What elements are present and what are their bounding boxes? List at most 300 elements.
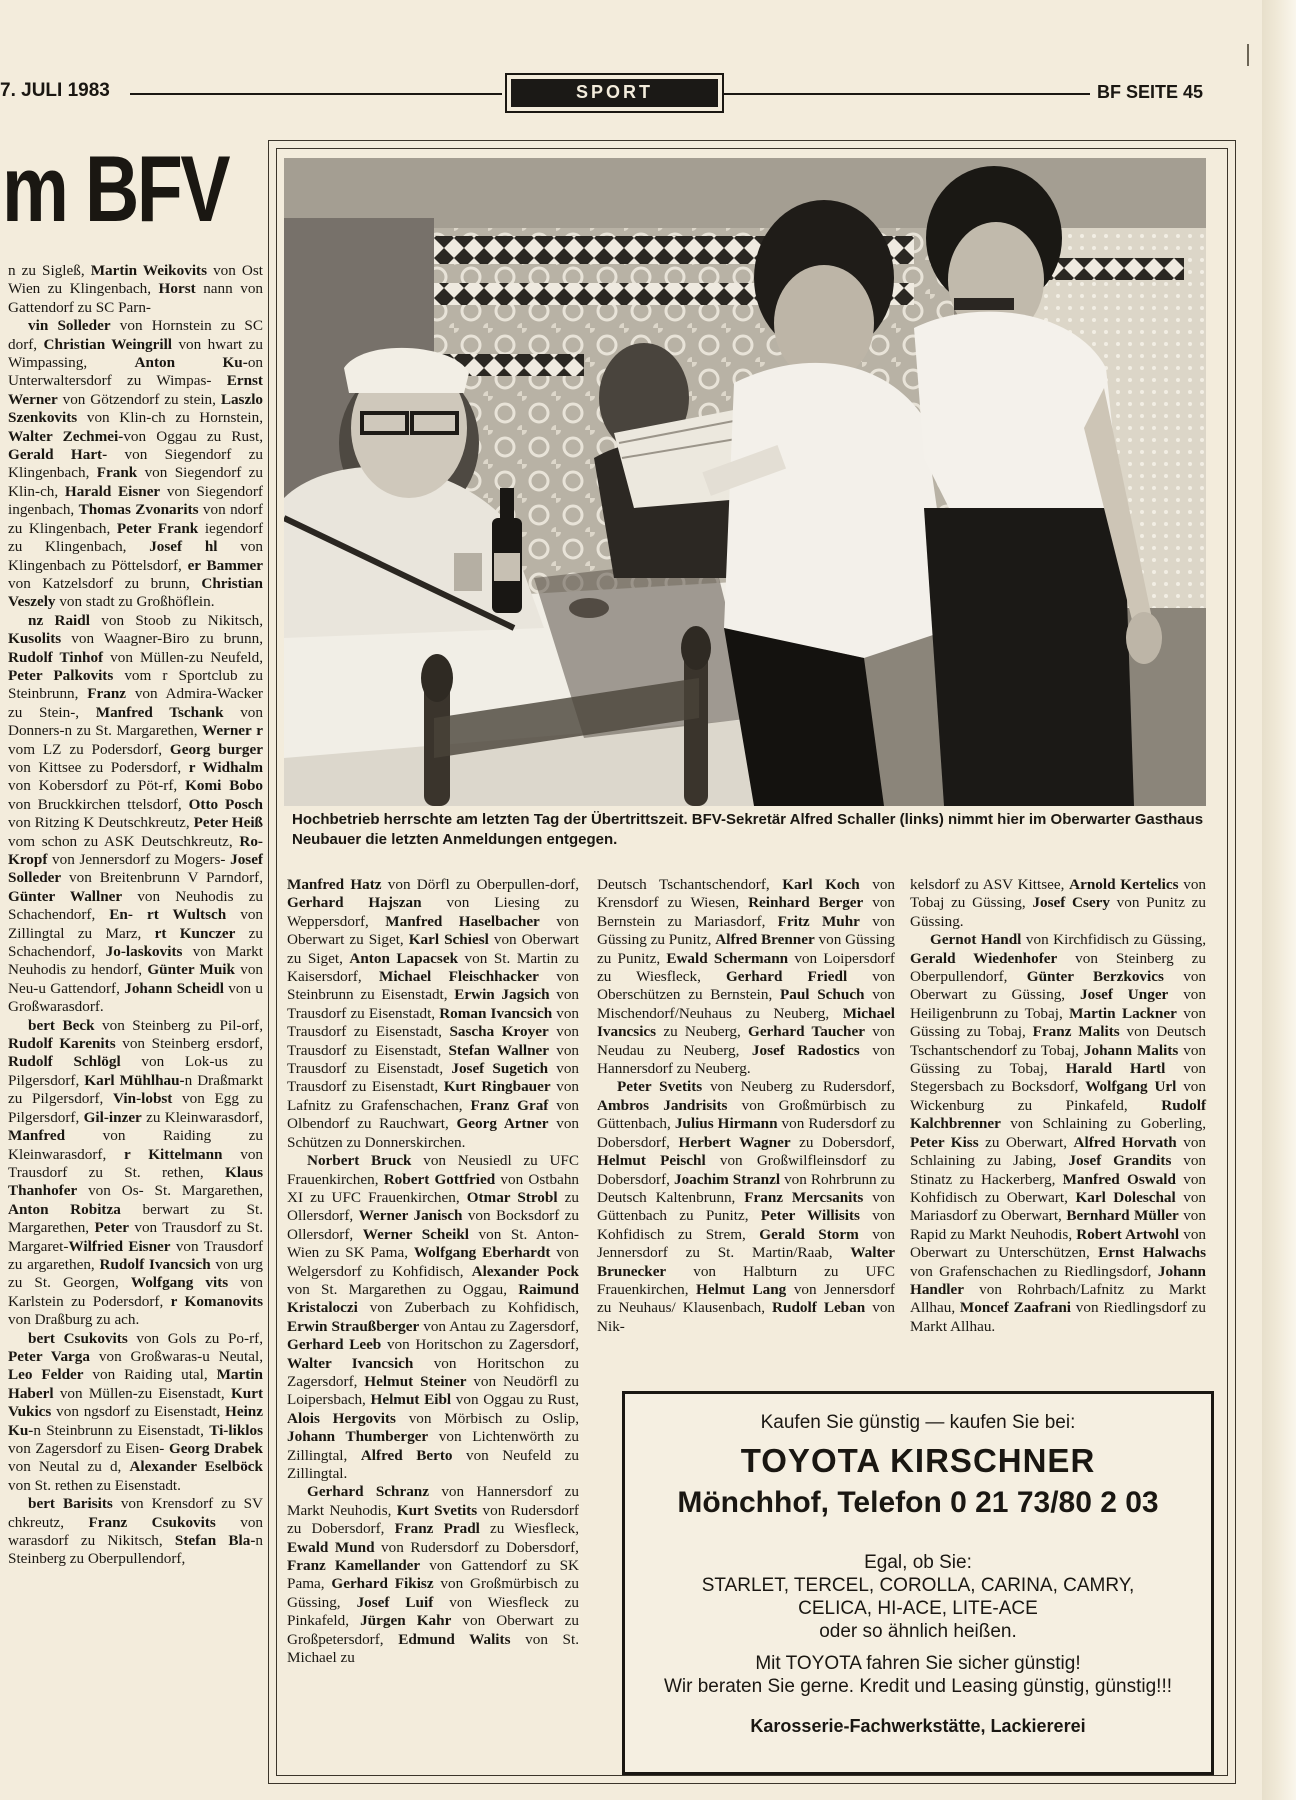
text-run: von Nik- xyxy=(597,1299,896,1335)
text-run: ingenbach, xyxy=(8,501,79,519)
text-run: von Kittsee zu Podersdorf, xyxy=(8,758,189,776)
text-run: von Oggau zu Rust, xyxy=(123,427,264,445)
text-run: von Stoob zu Nikitsch, xyxy=(89,611,264,629)
text-run: zu Kleinwarasdorf, xyxy=(141,1108,263,1126)
ad-company-name: TOYOTA KIRSCHNER xyxy=(740,1442,1096,1479)
player-name: Kurt Svetits xyxy=(396,1501,478,1519)
player-name: Moncef Zaafrani xyxy=(959,1299,1071,1317)
player-name: Karl Schiesl xyxy=(408,931,489,949)
text-run: von Draßburg zu xyxy=(8,1311,115,1329)
text-run: stadt zu Großhöflein. xyxy=(85,593,215,611)
text-run: von Zuberbach zu Kohfidisch, xyxy=(357,1299,579,1317)
text-run: von Bernstein zu Mariasdorf, xyxy=(597,894,895,930)
text-run: von xyxy=(207,262,242,279)
text-run: von Raiding xyxy=(83,1366,182,1384)
text-run: von Hornstein zu SC xyxy=(110,317,263,335)
player-name: Werner Scheikl xyxy=(362,1225,469,1243)
article-paragraph xyxy=(8,1017,263,1330)
page-number: BF SEITE 45 xyxy=(1097,82,1204,102)
player-name: Sascha Kroyer xyxy=(449,1023,549,1041)
ad-tagline: Kaufen Sie günstig — kaufen Sie bei: xyxy=(760,1412,1076,1433)
section-label: SPORT xyxy=(511,79,718,107)
player-name: Heinz Ku- xyxy=(8,1403,263,1439)
text-run: von Schlaining zu Jabing, xyxy=(910,1133,1207,1170)
text-run: utal, xyxy=(181,1366,217,1384)
text-run: von Oberwart zu Großpetersdorf, xyxy=(287,1612,579,1648)
text-run: von Steinbrunn zu Eisenstadt, xyxy=(287,968,580,1004)
toyota-advertisement xyxy=(622,1391,1214,1775)
article-paragraph xyxy=(8,612,263,1017)
article-paragraph xyxy=(8,262,263,317)
text-run: zu Dobersdorf, xyxy=(790,1133,895,1151)
text-run: von Hannersdorf zu Markt Neuhodis, xyxy=(287,1483,579,1519)
player-name: Frank xyxy=(96,464,138,482)
text-run: von Klingenbach zu Pöttelsdorf, xyxy=(8,538,264,574)
text-run: von Bocksdorf zu Ollersdorf, xyxy=(287,1207,579,1243)
text-column-3 xyxy=(597,876,895,1336)
text-run: von Oggau zu Rust, xyxy=(451,1391,579,1409)
ad-egal: Egal, ob Sie: xyxy=(864,1552,972,1573)
player-name: Franz Mercsanits xyxy=(744,1188,864,1206)
news-photo xyxy=(284,158,1206,806)
player-name: Helmut Eibl xyxy=(370,1391,452,1409)
text-run: ngsdorf zu Eisenstadt, xyxy=(83,1403,226,1421)
text-run: von Kohfidisch zu Oberwart, xyxy=(910,1170,1207,1206)
text-run: von Egg zu Pilgersdorf, xyxy=(8,1090,263,1126)
article-paragraph xyxy=(8,1330,263,1496)
text-run: von Neuberg zu Rudersdorf, xyxy=(702,1078,895,1096)
text-run: von Gols zu Po- xyxy=(127,1329,250,1347)
player-name: Anton Lapacsek xyxy=(349,949,459,967)
text-run: von Klin- xyxy=(77,409,152,427)
player-name: Ambros Jandrisits xyxy=(597,1096,728,1114)
text-run: von xyxy=(215,1513,264,1531)
text-run: von Oberwart zu Siget, xyxy=(287,912,580,949)
text-run: von Olbendorf zu Rauchwart, xyxy=(287,1096,580,1133)
player-name: r xyxy=(256,722,264,740)
text-run: berwart zu St. Margarethen, xyxy=(8,1200,263,1237)
text-run: Deutsch Tschantschendorf, xyxy=(597,876,783,893)
text-run: von Oberwart zu Siget, xyxy=(287,931,579,967)
text-run: warasdorf zu Nikitsch, xyxy=(8,1532,175,1550)
text-run: r Sportclub zu Steinbrunn, xyxy=(8,666,263,703)
text-run: von Zillingtal zu Marz, xyxy=(8,906,264,942)
text-run: nann von Gattendorf zu SC Parn- xyxy=(8,280,264,316)
text-run: von Stinatz zu Hackerberg, xyxy=(910,1152,1207,1188)
player-name: Alois Hergovits xyxy=(287,1409,396,1427)
text-run: dorf, xyxy=(8,335,44,353)
text-run: von Güssing zu Punitz, xyxy=(597,931,895,967)
text-run: von Antau zu Zagersdorf, xyxy=(419,1317,579,1335)
player-name: Erwin Straußberger xyxy=(287,1317,420,1335)
text-run: stein, xyxy=(183,390,221,408)
text-run: von Mörbisch zu Oslip, xyxy=(395,1409,579,1427)
ad-phone: Mönchhof, Telefon 0 21 73/80 2 03 xyxy=(677,1486,1159,1519)
text-run: von Katzelsdorf zu xyxy=(8,574,151,592)
player-name: Karl Doleschal xyxy=(1075,1188,1176,1206)
page-header xyxy=(0,68,1240,120)
player-name: Ernst Halwachs xyxy=(1098,1244,1206,1262)
player-name: Josef Csery xyxy=(1032,894,1110,912)
text-run: von Güssing zu Tobaj, xyxy=(910,1004,1206,1041)
player-name: Roman Ivancsich xyxy=(439,1004,553,1022)
ad-slogan xyxy=(625,1652,1211,1698)
ad-slogan-line: Mit TOYOTA fahren Sie sicher günstig! xyxy=(755,1653,1081,1674)
player-name: Peter Varga xyxy=(8,1347,90,1365)
player-name: Gerhard Taucher xyxy=(748,1023,865,1041)
player-name: Josef Unger xyxy=(1080,986,1169,1004)
text-run: von xyxy=(55,593,86,611)
text-run: chkreutz, xyxy=(8,1513,89,1531)
page-mark xyxy=(1247,44,1249,66)
player-name: Gerhard Schranz xyxy=(307,1483,429,1501)
text-run: von Waagner-Biro zu xyxy=(61,630,224,648)
player-name: Fritz Muhr xyxy=(777,912,860,930)
text-run: von Grafenschachen zu Riedlingsdorf, xyxy=(910,1262,1158,1280)
article-paragraph xyxy=(287,1152,579,1483)
header-rule-right xyxy=(722,93,1090,95)
text-run xyxy=(211,372,226,389)
text-run: von Jennersdorf zu Mogers- xyxy=(47,851,226,868)
text-run: von Karlstein zu Podersdorf, xyxy=(8,1274,264,1310)
player-name: Otmar Strobl xyxy=(466,1188,558,1206)
player-name: Julius Hirmann xyxy=(674,1115,778,1133)
text-run: rf, xyxy=(163,777,186,795)
text-run xyxy=(121,1201,143,1218)
text-run: von Lafnitz zu Grafenschachen, xyxy=(287,1078,579,1114)
player-name: bert Csukovits xyxy=(28,1329,128,1347)
text-run: ersdorf, xyxy=(216,1035,263,1053)
text-run: von Jennersdorf zu St. Martin/Raab, xyxy=(597,1225,895,1262)
text-run: von Jennersdorf zu Neuhaus/ Klausenbach, xyxy=(597,1280,895,1317)
photo-illustration xyxy=(284,158,1206,806)
player-name: Otto Posch xyxy=(188,795,263,813)
text-run: von Schlaining zu Goberling, xyxy=(1000,1115,1206,1133)
article-headline: m BFV xyxy=(2,136,229,241)
player-name: Helmut Steiner xyxy=(364,1372,467,1390)
player-name: Johann Thumberger xyxy=(287,1428,429,1446)
text-run: ttelsdorf, xyxy=(127,795,189,813)
text-run: von xyxy=(210,1255,243,1273)
text-run xyxy=(193,1274,205,1291)
player-name: rt Kunczer xyxy=(154,924,236,942)
article-paragraph xyxy=(597,876,895,1078)
text-run: on Unterwaltersdorf zu Wimpas- xyxy=(8,354,263,390)
player-name: Herbert Wagner xyxy=(678,1133,791,1151)
text-run: von Götzendorf zu xyxy=(57,390,184,408)
player-name: Gerhard Fikisz xyxy=(331,1575,434,1593)
text-run: von Horitschon zu Zagersdorf, xyxy=(381,1336,579,1354)
text-run: von Gattendorf zu SK Pama, xyxy=(287,1557,579,1593)
ad-workshop: Karosserie-Fachwerkstätte, Lackiererei xyxy=(750,1716,1086,1736)
player-name: Alfred Brenner xyxy=(715,931,815,949)
text-run: V Parndorf, xyxy=(187,869,263,887)
text-run: von Müllen- xyxy=(103,648,189,666)
player-name: inzer xyxy=(108,1108,142,1126)
text-run: von Rudersdorf zu Dobersdorf, xyxy=(374,1538,579,1556)
text-run: von Rudersdorf zu Dobersdorf, xyxy=(597,1115,895,1151)
player-name: hl xyxy=(204,538,218,556)
player-name: Franz xyxy=(87,685,127,703)
text-run: von Trausdorf zu Eisenstadt, xyxy=(287,1023,580,1059)
player-name: Johann Malits xyxy=(1083,1041,1179,1059)
text-run: von Großwilfleinsdorf zu Dobersdorf, xyxy=(597,1152,896,1188)
text-run: von Lok- xyxy=(120,1053,215,1071)
player-name: Peter Svetits xyxy=(617,1078,703,1096)
article-paragraph xyxy=(8,1495,263,1569)
player-name: Georg Drabek xyxy=(168,1440,263,1457)
text-run: von xyxy=(223,979,256,997)
text-run: von Trausdorf zu St. Margaret- xyxy=(8,1219,264,1255)
player-name: Gerhard Hajszan xyxy=(287,894,422,912)
text-run: hendorf, xyxy=(91,961,148,979)
text-run: von Güttenbach zu Punitz, xyxy=(597,1188,895,1225)
text-run: von Kohfidisch zu Strem, xyxy=(597,1207,896,1243)
text-run: von Zagersdorf zu Eisen- xyxy=(8,1440,165,1457)
player-name: Jo- xyxy=(105,943,126,961)
text-run: von St. Michael zu xyxy=(287,1630,580,1667)
text-run: von Neudau zu Neuberg, xyxy=(597,1023,895,1059)
page-edge xyxy=(1262,0,1296,1800)
text-run: rethen zu Eisenstadt. xyxy=(54,1476,181,1494)
text-run: von Neufeld zu Zillingtal. xyxy=(287,1446,579,1482)
article-paragraph xyxy=(597,1078,895,1336)
text-run: von Großmürbisch zu Güttenbach, xyxy=(597,1096,895,1133)
player-name: Bernhard Müller xyxy=(1066,1207,1179,1225)
player-name: Manfred Oswald xyxy=(1062,1170,1176,1188)
text-run: zu Eisenstadt, xyxy=(137,1384,231,1402)
player-name: Walter Ivancsich xyxy=(287,1354,414,1372)
player-name: Klaus Thanhofer xyxy=(8,1163,263,1200)
player-name: Ewald Mund xyxy=(287,1538,375,1556)
player-name: Gerhard Leeb xyxy=(287,1336,382,1354)
text-run: von Krensdorf zu SV xyxy=(112,1495,263,1513)
player-name: Thomas Zvonarits xyxy=(78,501,199,519)
text-run: von St. Anton-Wien zu SK Pama, xyxy=(287,1225,579,1262)
text-run: von Wickenburg zu Pinkafeld, xyxy=(910,1078,1206,1114)
text-run: von Deutsch Tschantschendorf zu Tobaj, xyxy=(910,1023,1206,1059)
text-run: von Lichtenwörth zu Zillingtal, xyxy=(287,1428,580,1464)
player-name: rt Wultsch xyxy=(146,906,227,924)
text-run: orf, xyxy=(241,1016,264,1034)
player-name: Kusolits xyxy=(8,630,62,648)
player-name: Alfred Berto xyxy=(360,1446,453,1464)
text-run: schon zu ASK Deutschkreutz, xyxy=(41,832,240,850)
ad-models-line: oder so ähnlich heißen. xyxy=(819,1621,1017,1642)
player-name: Robert Artwohl xyxy=(1076,1225,1180,1243)
player-name: Wilfried Eisner xyxy=(68,1237,171,1255)
text-run: von Kirchfidisch zu Güssing, xyxy=(1021,931,1206,949)
player-name: Wolfgang Eberhardt xyxy=(413,1244,551,1262)
text-run: n zu St. Margarethen, xyxy=(64,722,202,740)
player-name: Christian Weingrill xyxy=(43,335,173,353)
player-name: Alexander Pock xyxy=(471,1262,580,1280)
text-run: urg zu St. Georgen, xyxy=(8,1255,263,1292)
text-run: ach. xyxy=(114,1311,140,1329)
section-box xyxy=(505,73,724,113)
text-run: von Kobersdorf zu Pöt- xyxy=(8,777,164,795)
player-name: Robert Gottfried xyxy=(383,1170,496,1188)
text-run: von Trausdorf zu Eisenstadt, xyxy=(287,986,580,1022)
player-name: Wolfgang xyxy=(130,1274,194,1292)
text-run: Neuhodis zu Schachendorf, xyxy=(8,887,263,924)
text-run: zu Wiesfleck, xyxy=(479,1520,580,1538)
text-run: ndorf zu Klingenbach, xyxy=(8,501,263,537)
player-name: r Komanovits xyxy=(170,1292,263,1310)
article-paragraph xyxy=(910,876,1206,931)
issue-date: 7. JULI 1983 xyxy=(0,80,110,101)
player-name: Josef Sugetich xyxy=(451,1060,549,1078)
text-run: von Mischendorf/Neuhaus zu Neuberg, xyxy=(597,986,896,1022)
text-run: von Ostbahn XI zu UFC Frauenkirchen, xyxy=(287,1170,580,1206)
player-name: Kurt Ringbauer xyxy=(443,1078,551,1096)
player-name: Harald Eisner xyxy=(64,482,161,500)
ad-models-line: CELICA, HI-ACE, LITE-ACE xyxy=(798,1598,1038,1619)
player-name: Johann Handler xyxy=(910,1262,1206,1298)
text-run: n Draßmarkt zu Pilgersdorf, xyxy=(8,1071,263,1108)
player-name: Martin Weikovits xyxy=(90,262,208,279)
player-name: Peter Willisits xyxy=(760,1207,860,1225)
player-name: Werner Janisch xyxy=(358,1207,463,1225)
ad-slogan-line: Wir beraten Sie gerne. Kredit und Leasing günstig, günstig!!! xyxy=(663,1676,1173,1697)
text-run: von Breitenbrunn xyxy=(61,869,188,887)
player-name: Paul Schuch xyxy=(779,986,865,1004)
player-name: Michael Ivancsics xyxy=(597,1004,895,1041)
text-run: ch, xyxy=(40,482,65,500)
text-run: us zu Pilgersdorf, xyxy=(8,1053,264,1089)
text-run: von Neu- xyxy=(8,961,264,997)
ad-models-line: STARLET, TERCEL, COROLLA, CARINA, CAMRY, xyxy=(701,1575,1135,1596)
player-name: Erwin Jagsich xyxy=(454,986,550,1004)
player-name: Helmut Lang xyxy=(696,1280,787,1298)
text-run: von xyxy=(198,501,231,519)
player-name: nz Raidl xyxy=(28,611,90,629)
player-name: Edmund Walits xyxy=(398,1630,511,1648)
text-column-2 xyxy=(287,876,579,1667)
article-paragraph xyxy=(910,931,1206,1336)
player-name: Vin- xyxy=(113,1090,142,1108)
text-column-1 xyxy=(8,262,263,1569)
player-name: Anton Ku- xyxy=(134,354,248,372)
text-run: d, xyxy=(109,1458,130,1476)
player-name: r Kittelmann xyxy=(124,1145,223,1163)
text-run: vom xyxy=(8,832,42,850)
text-run: , xyxy=(75,703,96,721)
text-run: von Riedlingsdorf zu Markt Allhau. xyxy=(910,1299,1206,1335)
text-run: von Güssing zu Punitz, xyxy=(597,912,895,949)
player-name: Gerhard Friedl xyxy=(725,968,848,986)
text-run: iegendorf zu Klingenbach, xyxy=(8,519,264,556)
text-run: von Steinberg zu Oberpullendorf, xyxy=(910,949,1206,986)
text-run: von Stegersbach zu Bocksdorf, xyxy=(910,1060,1207,1096)
text-run: von Schützen zu Donnerskirchen. xyxy=(287,1115,580,1151)
player-name: Gerald Hart- xyxy=(8,446,108,464)
player-name: Georg xyxy=(169,740,211,758)
text-run: u Gattendorf, xyxy=(38,979,125,997)
text-run: vom xyxy=(113,666,163,684)
text-run: vom LZ zu Podersdorf, xyxy=(8,740,170,758)
text-run: von Neutal zu xyxy=(8,1458,110,1476)
text-run: zu Ollersdorf, xyxy=(287,1188,579,1225)
player-name: Gil- xyxy=(83,1108,109,1126)
player-name: Joachim Stranzl xyxy=(673,1170,781,1188)
player-name: Komi Bobo xyxy=(185,777,263,795)
text-run: von Rohrbach/Lafnitz zu Markt Allhau, xyxy=(910,1280,1206,1317)
text-run: von St. Martin zu Kaisersdorf, xyxy=(287,949,579,986)
player-name: bert Beck xyxy=(28,1016,95,1034)
player-name: Günter Berzkovics xyxy=(1026,968,1164,986)
text-run: von Raiding zu Kleinwarasdorf, xyxy=(8,1127,263,1163)
text-run: von Halbturn zu UFC Frauenkirchen, xyxy=(597,1262,895,1298)
player-name: Günter Wallner xyxy=(8,887,123,905)
text-run: ch zu Hornstein, xyxy=(151,409,263,427)
text-run: zu Neuberg, xyxy=(656,1023,748,1041)
text-run xyxy=(133,906,147,923)
player-name: Franz Malits xyxy=(1032,1023,1120,1041)
article-paragraph xyxy=(287,876,579,1152)
text-run: n Steinbrunn zu Eisenstadt, xyxy=(33,1421,210,1439)
text-run: von Trausdorf zu Eisenstadt, xyxy=(287,1041,580,1078)
text-run: von Müllen- xyxy=(53,1384,138,1402)
text-run: von Siegendorf xyxy=(160,482,263,500)
player-name: vits xyxy=(205,1274,229,1292)
text-run: argarethen, xyxy=(27,1255,100,1273)
text-run: von Punitz zu Güssing. xyxy=(910,894,1206,930)
text-run: von Oberwart zu Güssing, xyxy=(910,968,1207,1004)
player-name: Rudolf Karenits xyxy=(8,1035,116,1053)
text-run: von Steinberg zu Pil- xyxy=(94,1016,242,1034)
text-run: von Markt Neuhodis zu xyxy=(8,943,263,979)
text-column-4 xyxy=(910,876,1206,1336)
player-name: Josef Radostics xyxy=(751,1041,860,1059)
player-name: Leo Felder xyxy=(8,1366,84,1384)
player-name: Werner xyxy=(202,722,252,740)
player-name: Arnold Kertelics xyxy=(1069,876,1179,893)
player-name: Josef xyxy=(149,538,183,556)
player-name: Walter Brunecker xyxy=(597,1244,895,1280)
player-name: er Bammer xyxy=(187,556,264,574)
player-name: Franz Kamellander xyxy=(287,1557,421,1575)
player-name: Johann Scheidl xyxy=(124,979,224,997)
text-run: von Mariasdorf zu Oberwart, xyxy=(910,1188,1207,1225)
player-name: Manfred Haselbacher xyxy=(385,912,540,930)
text-run: von Horitschon zu Zagersdorf, xyxy=(287,1354,580,1390)
player-name: Franz Graf xyxy=(470,1096,549,1114)
text-run: von Trausdorf zu Eisenstadt, xyxy=(287,1060,580,1096)
text-run: von Oberwart zu Unterschützen, xyxy=(910,1225,1206,1262)
text-run: rethen, xyxy=(161,1163,226,1181)
text-run: von Bruckkirchen xyxy=(8,795,128,813)
text-run: hwart zu Wimpassing, xyxy=(8,335,263,372)
text-run xyxy=(198,520,205,537)
player-name: Gernot Handl xyxy=(930,931,1022,949)
player-name: Christian Veszely xyxy=(8,574,263,611)
text-run: kelsdorf zu ASV Kittsee, xyxy=(910,876,1070,893)
player-name: Franz Pradl xyxy=(394,1520,480,1538)
player-name: Manfred Hatz xyxy=(287,876,382,893)
text-run xyxy=(182,538,205,555)
text-run: von Trausdorf zu Eisenstadt, xyxy=(287,1004,580,1041)
text-run: St. Margarethen, xyxy=(143,1182,263,1200)
player-name: Jürgen Kahr xyxy=(360,1612,452,1630)
player-name: Harald Hartl xyxy=(1065,1060,1166,1078)
player-name: Peter Kiss xyxy=(910,1133,979,1151)
player-name: Norbert Bruck xyxy=(307,1152,412,1170)
player-name: Laszlo Szenkovits xyxy=(8,390,264,427)
text-run: von St. Margarethen zu Oggau, xyxy=(287,1280,519,1298)
text-run: n Steinberg zu Oberpullendorf, xyxy=(8,1532,263,1568)
text-run: von Ritzing xyxy=(8,814,84,832)
